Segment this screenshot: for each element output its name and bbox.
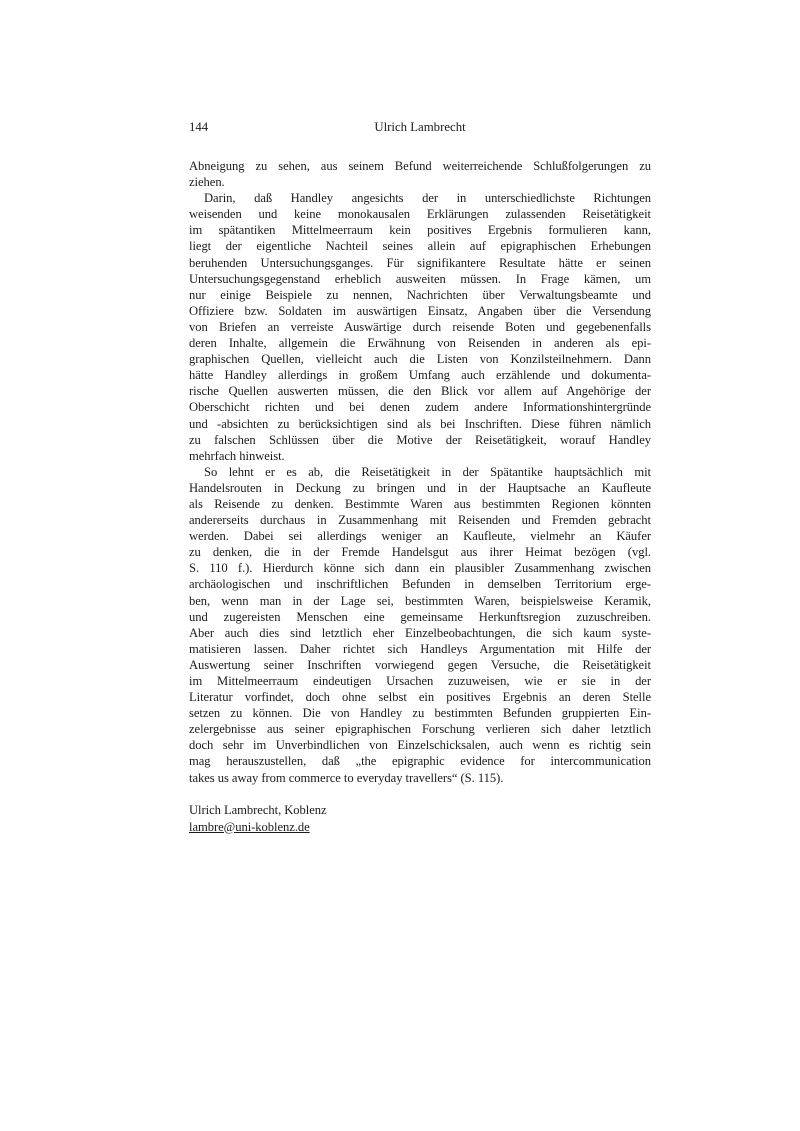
text-line: Literatur vorfindet, doch ohne selbst ein positives Ergebnis an deren Stelle xyxy=(189,690,651,705)
text-line: weisenden und keine monokausalen Erklärungen zulassenden Reisetätigkeit xyxy=(189,207,651,222)
text-line: hätte Handley allerdings in großem Umfang auch erzählende und dokumenta- xyxy=(189,368,651,383)
text-line: im spätantiken Mittelmeerraum kein positives Ergebnis formulieren kann, xyxy=(189,223,651,238)
paragraph xyxy=(189,464,651,786)
paragraph-continuation xyxy=(189,158,651,190)
text-line: mag herauszustellen, daß „the epigraphic evidence for intercommunication xyxy=(189,754,651,769)
text-line: So lehnt er es ab, die Reisetätigkeit in der Spätantike hauptsächlich mit xyxy=(204,464,651,479)
page-header xyxy=(189,119,651,136)
text-line: Aber auch dies sind letztlich eher Einzelbeobachtungen, die sich kaum syste- xyxy=(189,625,651,640)
text-line: takes us away from commerce to everyday travellers“ (S. 115). xyxy=(189,770,504,785)
text-line: matisieren lassen. Daher richtet sich Handleys Argumentation mit Hilfe der xyxy=(189,641,651,656)
text-line: Oberschicht richten und bei denen zudem andere Informationshintergründe xyxy=(189,400,651,415)
text-line: zelergebnisse aus seiner epigraphischen Forschung verlieren sich daher letztlich xyxy=(189,722,651,737)
text-line: nur einige Beispiele zu nennen, Nachrichten über Verwaltungsbeamte und xyxy=(189,287,651,302)
text-line: zu denken, die in der Fremde Handelsgut aus ihrer Heimat bezögen (vgl. xyxy=(189,545,651,560)
text-line: im Mittelmeerraum eindeutigen Ursachen zuzuweisen, wie er sie in der xyxy=(189,674,651,688)
text-line: mehrfach hinweist. xyxy=(189,448,285,463)
text-line: setzen zu können. Die von Handley zu bestimmten Befunden gruppierten Ein- xyxy=(189,706,651,721)
text-line: zu falschen Schlüssen über die Motive der Reisetätigkeit, worauf Handley xyxy=(189,432,651,447)
text-line: ben, wenn man in der Lage sei, bestimmten Waren, beispielsweise Keramik, xyxy=(189,593,651,608)
paragraph xyxy=(189,190,651,464)
text-line: und zugereisten Menschen eine gemeinsame Herkunftsregion zuzuschreiben. xyxy=(189,609,651,624)
text-line: Untersuchungsgegenstand erheblich ausweiten müssen. In Frage kämen, um xyxy=(189,271,651,286)
signature-block xyxy=(189,802,327,835)
text-line: Auswertung seiner Inschriften vorwiegend gegen Versuche, die Reisetätigkeit xyxy=(189,657,651,672)
author-name: Ulrich Lambrecht, Koblenz xyxy=(189,803,327,817)
text-line: doch sehr im Unverbindlichen von Einzelschicksalen, auch wenn es richtig sein xyxy=(189,738,651,753)
text-line: archäologischen und inschriftlichen Befunden in demselben Territorium erge- xyxy=(189,577,651,592)
body-text xyxy=(189,158,651,786)
text-line: Offiziere bzw. Soldaten im auswärtigen Einsatz, Angaben über die Versendung xyxy=(189,303,651,318)
page-number: 144 xyxy=(189,120,209,134)
text-line: werden. Dabei sei allerdings weniger an Kaufleute, vielmehr an Käufer xyxy=(189,529,651,544)
text-line: S. 110 f.). Hierdurch könne sich dann ein plausibler Zusammenhang zwischen xyxy=(189,561,651,576)
text-line: als Reisende zu denken. Bestimmte Waren aus bestimmten Regionen könnten xyxy=(189,496,651,511)
text-line: deren Inhalte, allgemein die Erwähnung von Reisenden in anderen als epi- xyxy=(189,336,651,351)
running-title: Ulrich Lambrecht xyxy=(374,120,466,134)
text-line: liegt der eigentliche Nachteil seines allein auf epigraphischen Erhebungen xyxy=(189,239,651,254)
text-line: von Briefen an verreiste Auswärtige durch reisende Boten und gegebenenfalls xyxy=(189,319,651,334)
text-line: und -absichten zu berücksichtigen sind als bei Inschriften. Diese führen nämlich xyxy=(189,416,651,431)
text-line: ziehen. xyxy=(189,175,225,190)
text-line: beruhenden Untersuchungsganges. Für signifikantere Resultate hätte er seinen xyxy=(189,255,651,270)
text-line: Abneigung zu sehen, aus seinem Befund weiterreichende Schlußfolgerungen zu xyxy=(189,159,651,173)
text-line: graphischen Quellen, vielleicht auch die Listen von Konzilsteilnehmern. Dann xyxy=(189,352,651,367)
text-line: Handelsrouten in Deckung zu bringen und in der Hauptsache an Kaufleute xyxy=(189,480,651,495)
text-line: andererseits durchaus in Zusammenhang mit Reisenden und Fremden gebracht xyxy=(189,513,651,528)
text-line: rische Quellen auswerten müssen, die den Blick vor allem auf Angehörige der xyxy=(189,384,651,399)
email-link[interactable]: lambre@uni-koblenz.de xyxy=(189,819,310,834)
text-line: Darin, daß Handley angesichts der in unterschiedlichste Richtungen xyxy=(204,191,651,206)
